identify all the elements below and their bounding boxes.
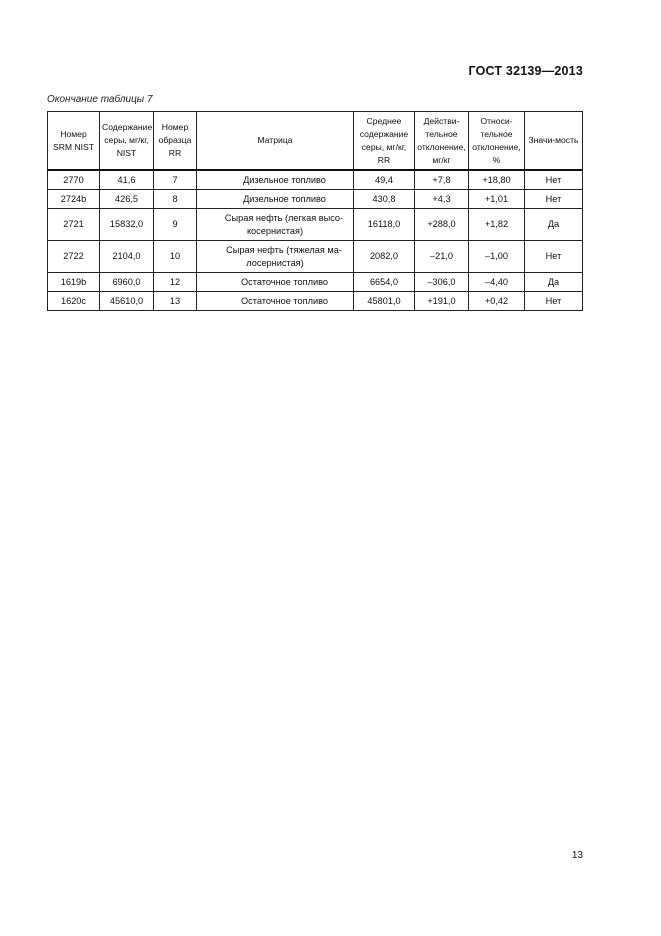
cell-matrix: Остаточное топливо bbox=[197, 273, 354, 292]
cell-actual-dev: –306,0 bbox=[415, 273, 469, 292]
cell-significance: Нет bbox=[525, 292, 583, 311]
table-row bbox=[48, 292, 583, 311]
cell-matrix: Дизельное топливо bbox=[197, 190, 354, 209]
cell-srm: 1619b bbox=[48, 273, 100, 292]
cell-sample: 10 bbox=[154, 241, 197, 273]
cell-relative-dev: –1,00 bbox=[469, 241, 525, 273]
header-significance: Значи-мость bbox=[525, 112, 583, 171]
standard-title: ГОСТ 32139—2013 bbox=[468, 64, 583, 78]
table-row bbox=[48, 209, 583, 241]
cell-significance: Нет bbox=[525, 190, 583, 209]
cell-significance: Нет bbox=[525, 170, 583, 190]
table-header-row bbox=[48, 112, 583, 171]
cell-mean-rr: 16118,0 bbox=[354, 209, 415, 241]
cell-mean-rr: 49,4 bbox=[354, 170, 415, 190]
results-table bbox=[47, 111, 583, 311]
cell-mean-rr: 2082,0 bbox=[354, 241, 415, 273]
cell-significance: Нет bbox=[525, 241, 583, 273]
header-srm-number: Номер SRM NIST bbox=[48, 112, 100, 171]
table-row bbox=[48, 190, 583, 209]
cell-relative-dev: +0,42 bbox=[469, 292, 525, 311]
header-sulfur-nist: Содержание серы, мг/кг, NIST bbox=[100, 112, 154, 171]
table-row bbox=[48, 241, 583, 273]
cell-sample: 12 bbox=[154, 273, 197, 292]
page-number: 13 bbox=[571, 850, 583, 861]
cell-matrix: Остаточное топливо bbox=[197, 292, 354, 311]
cell-srm: 2722 bbox=[48, 241, 100, 273]
cell-sulfur-nist: 426,5 bbox=[100, 190, 154, 209]
header-relative-deviation: Относи-тельное отклонение, % bbox=[469, 112, 525, 171]
cell-relative-dev: +1,01 bbox=[469, 190, 525, 209]
table-row bbox=[48, 273, 583, 292]
cell-sample: 9 bbox=[154, 209, 197, 241]
cell-relative-dev: +18,80 bbox=[469, 170, 525, 190]
cell-actual-dev: +4,3 bbox=[415, 190, 469, 209]
table-row bbox=[48, 170, 583, 190]
cell-significance: Да bbox=[525, 273, 583, 292]
cell-srm: 2721 bbox=[48, 209, 100, 241]
cell-sulfur-nist: 2104,0 bbox=[100, 241, 154, 273]
cell-matrix bbox=[197, 241, 354, 273]
cell-actual-dev: –21,0 bbox=[415, 241, 469, 273]
header-mean-sulfur-rr: Среднее содержание серы, мг/кг, RR bbox=[354, 112, 415, 171]
cell-sulfur-nist: 45610,0 bbox=[100, 292, 154, 311]
cell-matrix: Дизельное топливо bbox=[197, 170, 354, 190]
cell-sulfur-nist: 15832,0 bbox=[100, 209, 154, 241]
cell-actual-dev: +7,8 bbox=[415, 170, 469, 190]
cell-srm: 2770 bbox=[48, 170, 100, 190]
cell-actual-dev: +288,0 bbox=[415, 209, 469, 241]
cell-matrix bbox=[197, 209, 354, 241]
cell-significance: Да bbox=[525, 209, 583, 241]
cell-srm: 1620c bbox=[48, 292, 100, 311]
header-matrix: Матрица bbox=[197, 112, 354, 171]
cell-mean-rr: 6654,0 bbox=[354, 273, 415, 292]
table-caption: Окончание таблицы 7 bbox=[47, 94, 153, 105]
cell-sample: 8 bbox=[154, 190, 197, 209]
cell-srm: 2724b bbox=[48, 190, 100, 209]
cell-sample: 13 bbox=[154, 292, 197, 311]
header-sample-number: Номер образца RR bbox=[154, 112, 197, 171]
cell-relative-dev: +1,82 bbox=[469, 209, 525, 241]
cell-mean-rr: 430,8 bbox=[354, 190, 415, 209]
cell-relative-dev: –4,40 bbox=[469, 273, 525, 292]
cell-actual-dev: +191,0 bbox=[415, 292, 469, 311]
matrix-text: Сырая нефть (тяжелая ма-лосернистая) bbox=[226, 244, 342, 268]
cell-sulfur-nist: 6960,0 bbox=[100, 273, 154, 292]
header-actual-deviation: Действи-тельное отклонение, мг/кг bbox=[415, 112, 469, 171]
cell-sample: 7 bbox=[154, 170, 197, 190]
matrix-text: Сырая нефть (легкая высо-косернистая) bbox=[224, 212, 344, 236]
cell-mean-rr: 45801,0 bbox=[354, 292, 415, 311]
cell-sulfur-nist: 41,6 bbox=[100, 170, 154, 190]
